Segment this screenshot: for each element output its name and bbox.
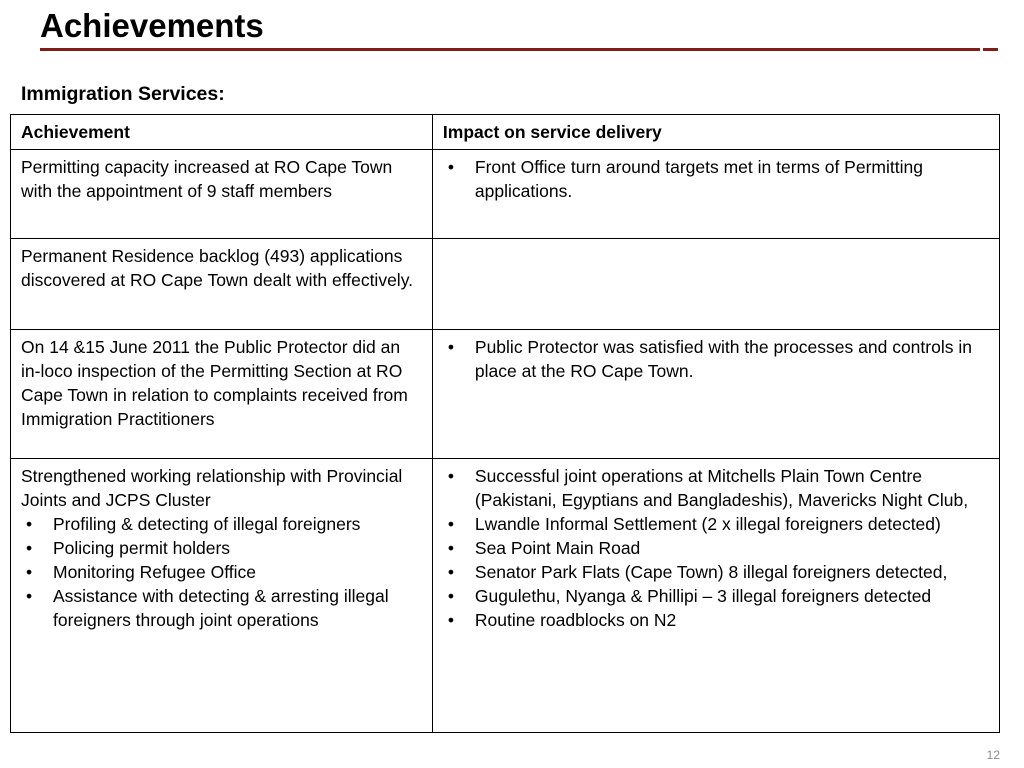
title-underline: [40, 48, 980, 51]
impact-list: [443, 464, 989, 632]
column-header-achievement: Achievement: [11, 115, 433, 150]
impact-item: • Successful joint operations at Mitchells Plain Town Centre (Pakistani, Egyptians and Bangladeshis), Mavericks Night Club,: [443, 464, 989, 512]
impact-cell: [432, 150, 999, 239]
table-row: [11, 459, 1000, 733]
impact-cell: [432, 459, 999, 733]
achievement-item: • Profiling & detecting of illegal foreigners: [21, 512, 422, 536]
impact-item: • Gugulethu, Nyanga & Phillipi – 3 illegal foreigners detected: [443, 584, 989, 608]
impact-cell: [432, 330, 999, 459]
achievement-item: • Policing permit holders: [21, 536, 422, 560]
slide-title: Achievements: [40, 7, 264, 44]
column-header-impact: Impact on service delivery: [432, 115, 999, 150]
impact-item: • Routine roadblocks on N2: [443, 608, 989, 632]
achievement-text: On 14 &15 June 2011 the Public Protector did an in-loco inspection of the Permitting Section at RO Cape Town in relation to complaints received from Immigration Practitioners: [21, 337, 408, 429]
section-heading: Immigration Services:: [21, 83, 225, 105]
achievement-list: [21, 512, 422, 632]
title-underline-tail: [983, 48, 998, 51]
achievement-item: • Monitoring Refugee Office: [21, 560, 422, 584]
impact-item: • Lwandle Informal Settlement (2 x illegal foreigners detected): [443, 512, 989, 536]
achievement-cell: [11, 459, 433, 733]
achievement-text: Strengthened working relationship with Provincial Joints and JCPS Cluster: [21, 466, 403, 510]
page-number: 12: [986, 748, 1000, 762]
impact-item: • Public Protector was satisfied with the processes and controls in place at the RO Cape Town.: [443, 335, 989, 383]
impact-item: • Sea Point Main Road: [443, 536, 989, 560]
achievement-item: • Assistance with detecting & arresting illegal foreigners through joint operations: [21, 584, 422, 632]
achievement-cell: [11, 150, 433, 239]
table-row: [11, 150, 1000, 239]
achievement-text: Permanent Residence backlog (493) applications discovered at RO Cape Town dealt with effectively.: [21, 246, 414, 290]
table-row: [11, 330, 1000, 459]
impact-item: • Senator Park Flats (Cape Town) 8 illegal foreigners detected,: [443, 560, 989, 584]
impact-item: • Front Office turn around targets met in terms of Permitting applications.: [443, 155, 989, 203]
table-header-row: [11, 115, 1000, 150]
achievement-cell: [11, 239, 433, 330]
impact-list: [443, 155, 989, 203]
achievements-table: [10, 114, 1000, 733]
achievement-text: Permitting capacity increased at RO Cape Town with the appointment of 9 staff members: [21, 157, 393, 201]
table-row: [11, 239, 1000, 330]
impact-cell-empty: [432, 239, 999, 330]
impact-list: [443, 335, 989, 383]
achievement-cell: [11, 330, 433, 459]
